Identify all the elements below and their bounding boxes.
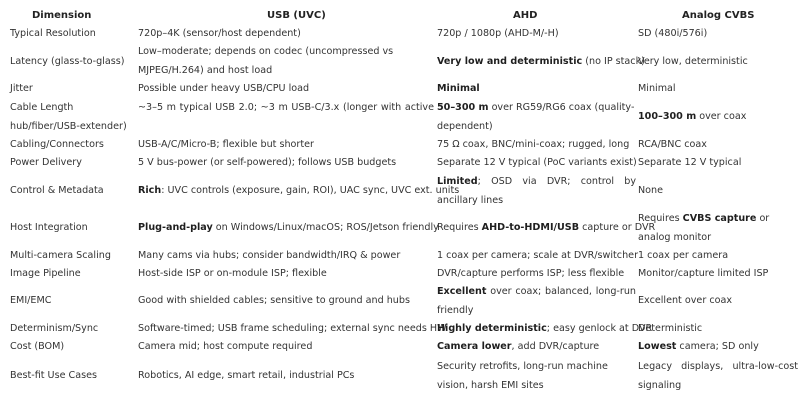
row-dimension-host: Host Integration: [10, 222, 88, 233]
cell-ahd-cabling: 75 Ω coax, BNC/mini-coax; rugged, long: [437, 139, 630, 150]
cell-ahd-emi: Excellent over coax; balanced, long-run friendly: [437, 286, 636, 316]
cell-cvbs-cost-bold: Lowest: [638, 341, 677, 352]
cell-cvbs-cost: Lowest camera; SD only: [638, 341, 759, 352]
cell-usb-control: Rich: UVC controls (exposure, gain, ROI), UAC sync, UVC ext. units: [138, 185, 460, 196]
cell-cvbs-pipeline: Monitor/capture limited ISP: [638, 268, 769, 279]
row-dimension-emi: EMI/EMC: [10, 295, 52, 306]
cell-usb-jitter: Possible under heavy USB/CPU load: [138, 83, 310, 94]
cell-cvbs-latency: Very low, deterministic: [638, 56, 748, 67]
cell-cvbs-control: None: [638, 185, 664, 196]
cell-cvbs-cable-length: 100–300 m over coax: [638, 111, 747, 122]
cell-usb-cable-length: ~3–5 m typical USB 2.0; ~3 m USB-C/3.x (longer with active hub/fiber/USB-extender): [10, 102, 434, 132]
cell-ahd-resolution: 720p / 1080p (AHD-M/-H): [437, 28, 559, 39]
row-dimension-cable-length: Cable Length: [10, 102, 74, 113]
col-header-ahd: AHD: [513, 10, 538, 21]
cell-ahd-emi-bold: Excellent: [437, 286, 487, 297]
cell-usb-resolution: 720p–4K (sensor/host dependent): [138, 28, 301, 39]
cell-usb-scaling: Many cams via hubs; consider bandwidth/IRQ & power: [138, 250, 401, 261]
row-dimension-jitter: Jitter: [10, 83, 33, 94]
row-dimension-resolution: Typical Resolution: [10, 28, 96, 39]
cell-usb-emi: Good with shielded cables; sensitive to ground and hubs: [138, 295, 410, 306]
cell-ahd-use-cases: Security retrofits, long-run machine vision, harsh EMI sites: [437, 361, 608, 391]
cell-cvbs-cable-length-bold: 100–300 m: [638, 111, 697, 122]
cell-usb-cabling: USB-A/C/Micro-B; flexible but shorter: [138, 139, 314, 150]
col-header-cvbs: Analog CVBS: [682, 10, 755, 21]
row-dimension-scaling: Multi-camera Scaling: [10, 250, 111, 261]
row-dimension-power: Power Delivery: [10, 157, 82, 168]
row-dimension-control: Control & Metadata: [10, 185, 104, 196]
col-header-dimension: Dimension: [32, 10, 92, 21]
cell-usb-power: 5 V bus-power (or self-powered); follows USB budgets: [138, 157, 397, 168]
cell-usb-use-cases: Robotics, AI edge, smart retail, industrial PCs: [138, 370, 355, 381]
cell-ahd-control-bold: Limited: [437, 176, 478, 187]
cell-usb-cost: Camera mid; host compute required: [138, 341, 313, 352]
cell-ahd-cost: Camera lower, add DVR/capture: [437, 341, 600, 352]
cell-cvbs-cabling: RCA/BNC coax: [638, 139, 707, 150]
cell-ahd-pipeline: DVR/capture performs ISP; less flexible: [437, 268, 625, 279]
cell-cvbs-resolution: SD (480i/576i): [638, 28, 708, 39]
cell-ahd-cable-length: 50–300 m over RG59/RG6 coax (quality-dependent): [437, 102, 635, 132]
cell-ahd-cable-length-bold: 50–300 m: [437, 102, 489, 113]
cell-ahd-latency-bold: Very low and deterministic: [437, 56, 583, 67]
col-header-usb: USB (UVC): [267, 10, 326, 21]
row-dimension-cabling: Cabling/Connectors: [10, 139, 104, 150]
cell-cvbs-emi: Excellent over coax: [638, 295, 733, 306]
cell-usb-determinism: Software-timed; USB frame scheduling; external sync needs HW: [138, 323, 447, 334]
cell-ahd-power: Separate 12 V typical (PoC variants exist): [437, 157, 637, 168]
cell-usb-host: Plug-and-play on Windows/Linux/macOS; ROS/Jetson friendly: [138, 222, 439, 233]
cell-cvbs-use-cases: Legacy displays, ultra-low-cost signaling: [638, 361, 798, 391]
row-dimension-determinism: Determinism/Sync: [10, 323, 99, 334]
cell-cvbs-determinism: Deterministic: [638, 323, 703, 334]
cell-ahd-latency: Very low and deterministic (no IP stack): [437, 56, 645, 67]
cell-ahd-determinism-bold: Highly deterministic: [437, 323, 547, 334]
cell-cvbs-scaling: 1 coax per camera: [638, 250, 729, 261]
row-dimension-use-cases: Best-fit Use Cases: [10, 370, 98, 381]
cell-ahd-jitter: [437, 79, 636, 98]
cell-usb-host-bold: Plug-and-play: [138, 222, 213, 233]
cell-usb-latency: Low–moderate; depends on codec (uncompressed vs MJPEG/H.264) and host load: [138, 46, 394, 76]
cell-cvbs-jitter: Minimal: [638, 83, 676, 94]
cell-cvbs-host-bold: CVBS capture: [682, 213, 757, 224]
cell-usb-pipeline: Host-side ISP or on-module ISP; flexible: [138, 268, 327, 279]
cell-ahd-host: Requires AHD-to-HDMI/USB capture or DVR: [437, 222, 656, 233]
cell-ahd-host-bold: AHD-to-HDMI/USB: [481, 222, 580, 233]
row-dimension-pipeline: Image Pipeline: [10, 268, 81, 279]
row-dimension-cost: Cost (BOM): [10, 341, 65, 352]
cell-cvbs-host: Requires CVBS capture or analog monitor: [638, 213, 770, 243]
cell-ahd-scaling: 1 coax per camera; scale at DVR/switcher: [437, 250, 639, 261]
cell-ahd-determinism: Highly deterministic; easy genlock at DVR: [437, 323, 653, 334]
row-dimension-latency: Latency (glass-to-glass): [10, 56, 125, 67]
cell-ahd-control: Limited; OSD via DVR; control by ancillary lines: [437, 176, 636, 206]
cell-cvbs-power: Separate 12 V typical: [638, 157, 742, 168]
cell-ahd-cost-bold: Camera lower: [437, 341, 512, 352]
cell-usb-control-bold: Rich: [138, 185, 162, 196]
cell-ahd-jitter-bold: Minimal: [437, 83, 480, 94]
